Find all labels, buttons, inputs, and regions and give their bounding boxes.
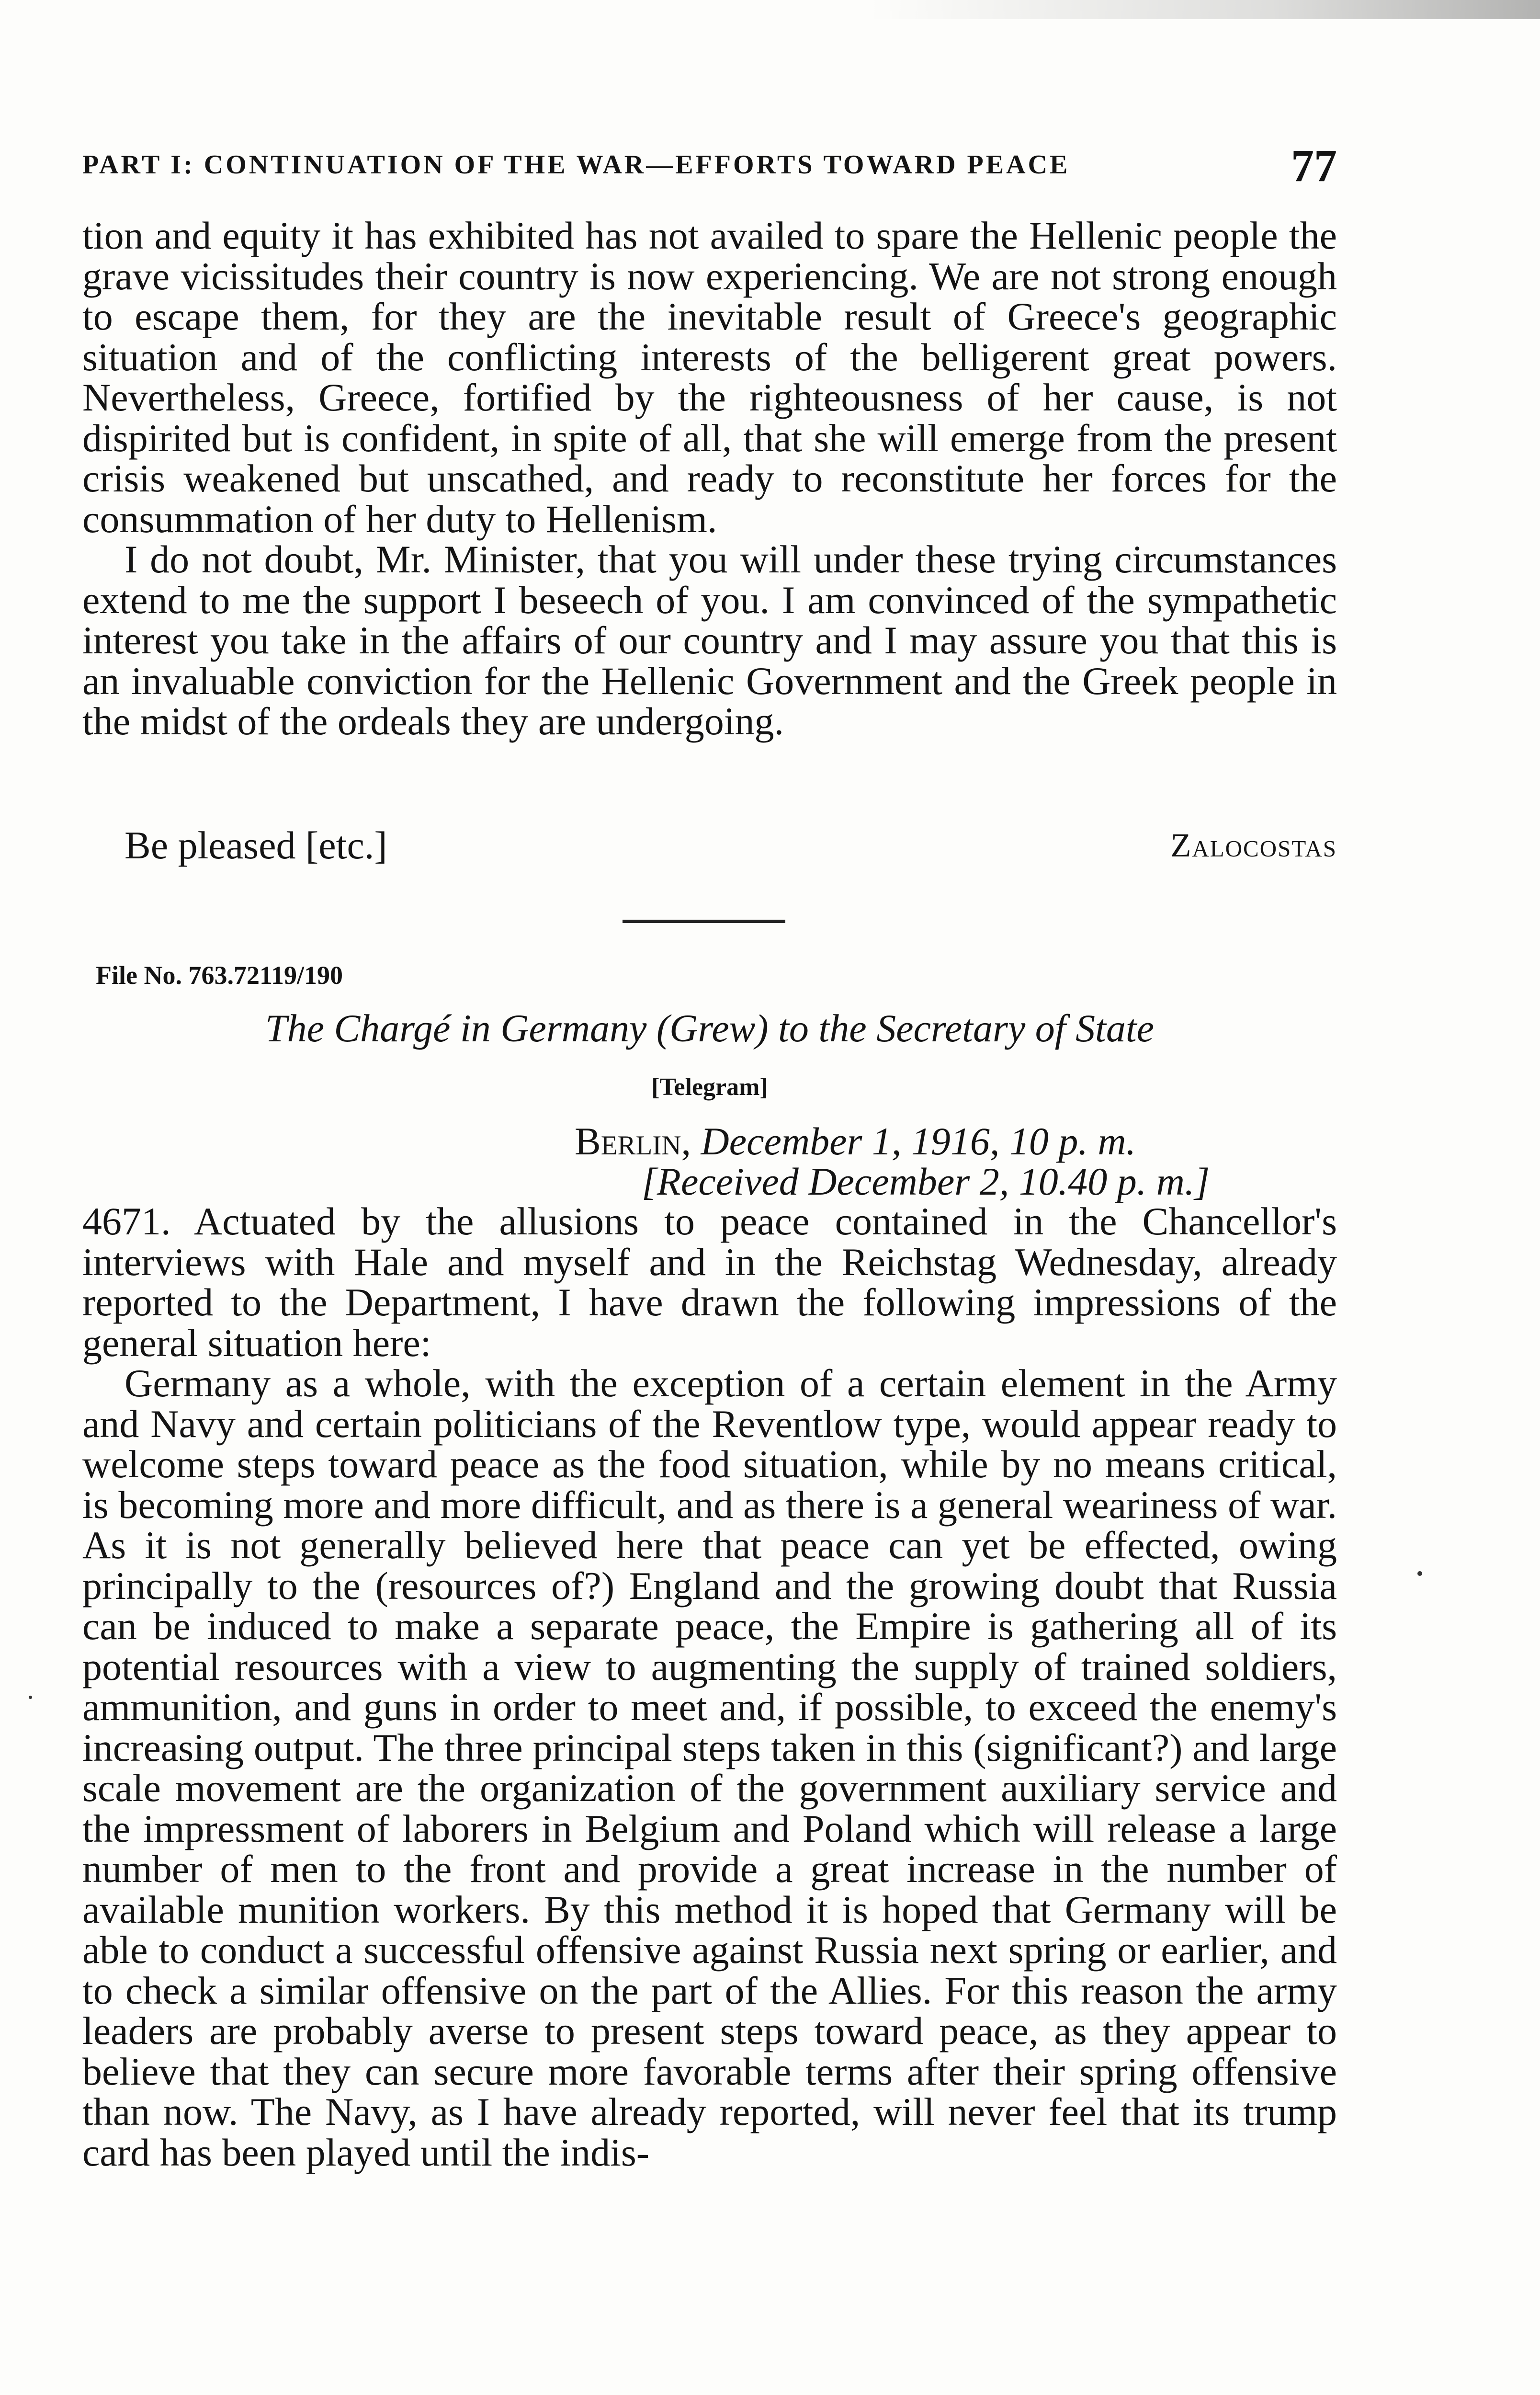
letter-paragraph: tion and equity it has exhibited has not availed to spare the Hellenic people the grave vicissitudes their country is now experiencing. We are not strong enough to escape them, for they are the inevitable result of Greece's geographic situation and of the conflicting interests of the belligerent great powers. Nevertheless, Greece, fortified by the righteousness of her cause, is not dispirited but is confident, in spite of all, that she will emerge from the present crisis weakened but unscathed, and ready to reconstitute her forces for the consummation of her duty to Hellenism. (82, 214, 1337, 541)
section-divider (623, 920, 785, 923)
letter-body (82, 216, 1337, 742)
dateline (575, 1119, 1136, 1164)
dateline-place: Berlin, (575, 1119, 691, 1163)
running-header-title: PART I: CONTINUATION OF THE WAR—EFFORTS TOWARD PEACE (82, 150, 1070, 180)
letter-paragraph: I do not doubt, Mr. Minister, that you will under these trying circumstances extend to me the support I beseech of you. I am convinced of the sympathetic interest you take in the affairs of our country and I may assure you that this is an invaluable conviction for the Hellenic Government and the Greek people in the midst of the ordeals they are undergoing. (82, 537, 1337, 743)
file-number: File No. 763.72119/190 (96, 961, 343, 990)
document-type: [Telegram] (651, 1073, 768, 1101)
signature: Zalocostas (1170, 827, 1337, 864)
telegram-body (82, 1201, 1337, 2173)
running-header (82, 139, 1337, 196)
received-line: [Received December 2, 10.40 p. m.] (642, 1160, 1210, 1203)
scan-edge-noise (870, 0, 1540, 19)
document-title: The Chargé in Germany (Grew) to the Secretary of State (265, 1006, 1154, 1050)
scan-speck (29, 1696, 32, 1699)
dateline-date: December 1, 1916, 10 p. m. (701, 1119, 1136, 1163)
telegram-paragraph: 4671. Actuated by the allusions to peace contained in the Chancellor's interviews with Hale and myself and in the Reichstag Wednesday, already reported to the Department, I have drawn the following impressions of the general situation here: (82, 1199, 1337, 1365)
page-number: 77 (1291, 140, 1337, 191)
telegram-paragraph: Germany as a whole, with the exception of a certain element in the Army and Navy and certain politicians of the Reventlow type, would appear ready to welcome steps toward peace as the food situation, while by no means critical, is becoming more and more difficult, and as there is a general weariness of war. As it is not generally believed here that peace can yet be effected, owing principally to the (resources of?) England and the growing doubt that Russia can be induced to make a separate peace, the Empire is gathering all of its potential resources with a view to augmenting the supply of trained soldiers, ammunition, and guns in order to meet and, if possible, to exceed the enemy's increasing output. The three principal steps taken in this (significant?) and large scale movement are the organization of the government auxiliary service and the impressment of laborers in Belgium and Poland which will release a large number of men to the front and provide a great increase in the number of available munition workers. By this method it is hoped that Germany will be able to conduct a successful offensive against Russia next spring or earlier, and to check a similar offensive on the part of the Allies. For this reason the army leaders are probably averse to present steps toward peace, as they appear to believe that they can secure more favorable terms after their spring offensive than now. The Navy, as I have already reported, will never feel that its trump card has been played until the indis- (82, 1361, 1337, 2174)
scan-speck (1417, 1571, 1422, 1576)
closing-phrase: Be pleased [etc.] (125, 823, 387, 867)
letter-closing (82, 823, 1337, 866)
